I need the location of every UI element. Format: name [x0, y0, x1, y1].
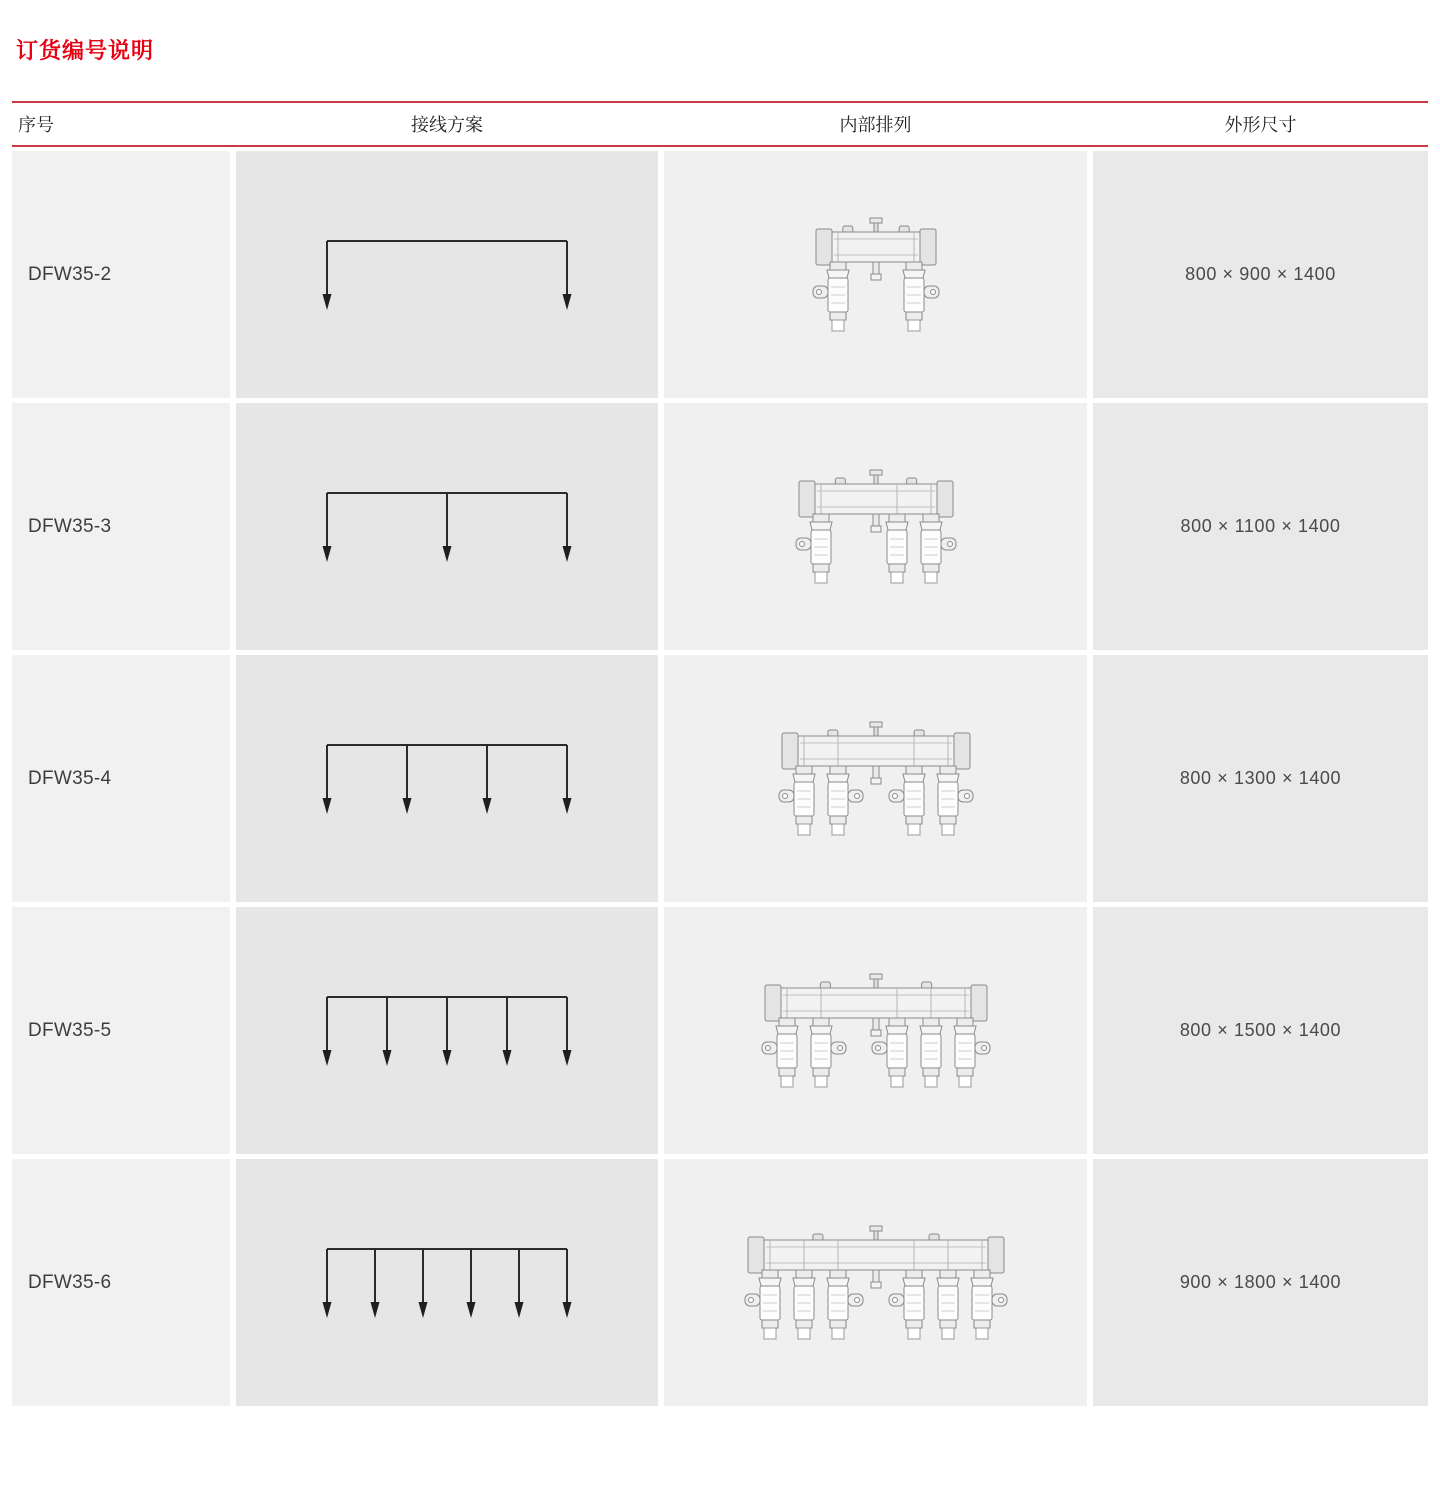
- dimensions-value: 800 × 1500 × 1400: [1179, 1020, 1342, 1040]
- switch-unit-drawing: [744, 1224, 1008, 1342]
- table-body: [12, 151, 1428, 1406]
- wiring-diagram: [322, 1244, 572, 1322]
- dimensions-value: 800 × 1100 × 1400: [1180, 516, 1341, 536]
- wiring-diagram: [322, 992, 572, 1070]
- header-internal-arrangement: 内部排列: [839, 115, 912, 135]
- switch-unit-drawing: [761, 972, 991, 1090]
- table-row: [12, 655, 1428, 902]
- internal-arrangement-cell: [664, 1159, 1087, 1406]
- dimensions-value: 900 × 1800 × 1400: [1179, 1272, 1342, 1292]
- header-serial: 序号: [18, 115, 54, 135]
- table-header-row: [12, 101, 1428, 147]
- model-label: DFW35-5: [28, 1019, 112, 1041]
- wiring-scheme-cell: [236, 403, 658, 650]
- serial-cell: [12, 1159, 230, 1406]
- order-table: [12, 101, 1428, 1406]
- model-label: DFW35-2: [28, 263, 112, 285]
- wiring-diagram: [322, 488, 572, 566]
- wiring-scheme-cell: [236, 1159, 658, 1406]
- dimensions-cell: [1093, 403, 1428, 650]
- internal-arrangement-cell: [664, 151, 1087, 398]
- dimensions-value: 800 × 1300 × 1400: [1179, 768, 1342, 788]
- switch-unit-drawing: [812, 216, 940, 334]
- table-row: [12, 403, 1428, 650]
- dimensions-cell: [1093, 151, 1428, 398]
- table-row: [12, 907, 1428, 1154]
- model-label: DFW35-3: [28, 515, 112, 537]
- serial-cell: [12, 151, 230, 398]
- table-row: [12, 151, 1428, 398]
- dimensions-cell: [1093, 655, 1428, 902]
- wiring-diagram: [322, 236, 572, 314]
- wiring-scheme-cell: [236, 655, 658, 902]
- dimensions-value: 800 × 900 × 1400: [1185, 264, 1336, 284]
- switch-unit-drawing: [795, 468, 957, 586]
- internal-arrangement-cell: [664, 403, 1087, 650]
- wiring-diagram: [322, 740, 572, 818]
- serial-cell: [12, 655, 230, 902]
- page-title: 订货编号说明: [16, 38, 155, 63]
- table-row: [12, 1159, 1428, 1406]
- model-label: DFW35-4: [28, 767, 112, 789]
- dimensions-cell: [1093, 907, 1428, 1154]
- wiring-scheme-cell: [236, 907, 658, 1154]
- page: [0, 34, 1440, 1406]
- wiring-scheme-cell: [236, 151, 658, 398]
- dimensions-cell: [1093, 1159, 1428, 1406]
- header-dimensions: 外形尺寸: [1224, 115, 1297, 135]
- serial-cell: [12, 403, 230, 650]
- header-wiring-scheme: 接线方案: [411, 115, 483, 135]
- serial-cell: [12, 907, 230, 1154]
- internal-arrangement-cell: [664, 907, 1087, 1154]
- internal-arrangement-cell: [664, 655, 1087, 902]
- model-label: DFW35-6: [28, 1271, 112, 1293]
- switch-unit-drawing: [778, 720, 974, 838]
